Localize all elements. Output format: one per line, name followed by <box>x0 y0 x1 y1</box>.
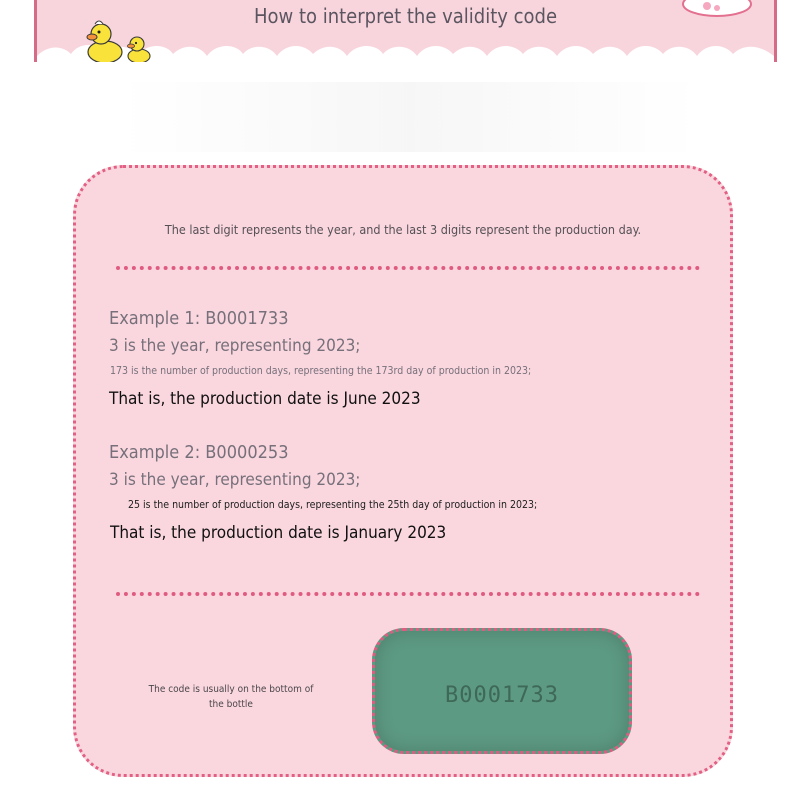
page-title: How to interpret the validity code <box>253 4 558 28</box>
code-sample-text: B0001733 <box>445 683 559 708</box>
divider <box>116 592 700 596</box>
code-explanation-card <box>73 165 733 777</box>
intro-text: The last digit represents the year, and the last 3 digits represent the production day. <box>164 222 642 237</box>
example-1-year-line: 3 is the year, representing 2023; <box>109 336 361 356</box>
example-2-result: That is, the production date is January 2023 <box>110 523 447 543</box>
faded-background-text <box>120 82 700 152</box>
example-1-heading: Example 1: B0001733 <box>109 308 289 329</box>
code-location-note: The code is usually on the bottom of the bottle <box>148 684 314 710</box>
divider <box>116 266 700 270</box>
duckling-icon <box>128 37 151 62</box>
code-sample-image <box>372 628 632 754</box>
header-banner <box>34 0 777 62</box>
example-2-heading: Example 2: B0000253 <box>109 442 289 463</box>
example-2-year-line: 3 is the year, representing 2023; <box>109 470 361 490</box>
example-1-days-line: 173 is the number of production days, representing the 173rd day of production in 2023; <box>110 365 532 377</box>
duck-icon <box>85 16 153 62</box>
example-2-days-line: 25 is the number of production days, representing the 25th day of production in 2023; <box>128 499 538 511</box>
example-1-result: That is, the production date is June 2023 <box>109 389 421 409</box>
